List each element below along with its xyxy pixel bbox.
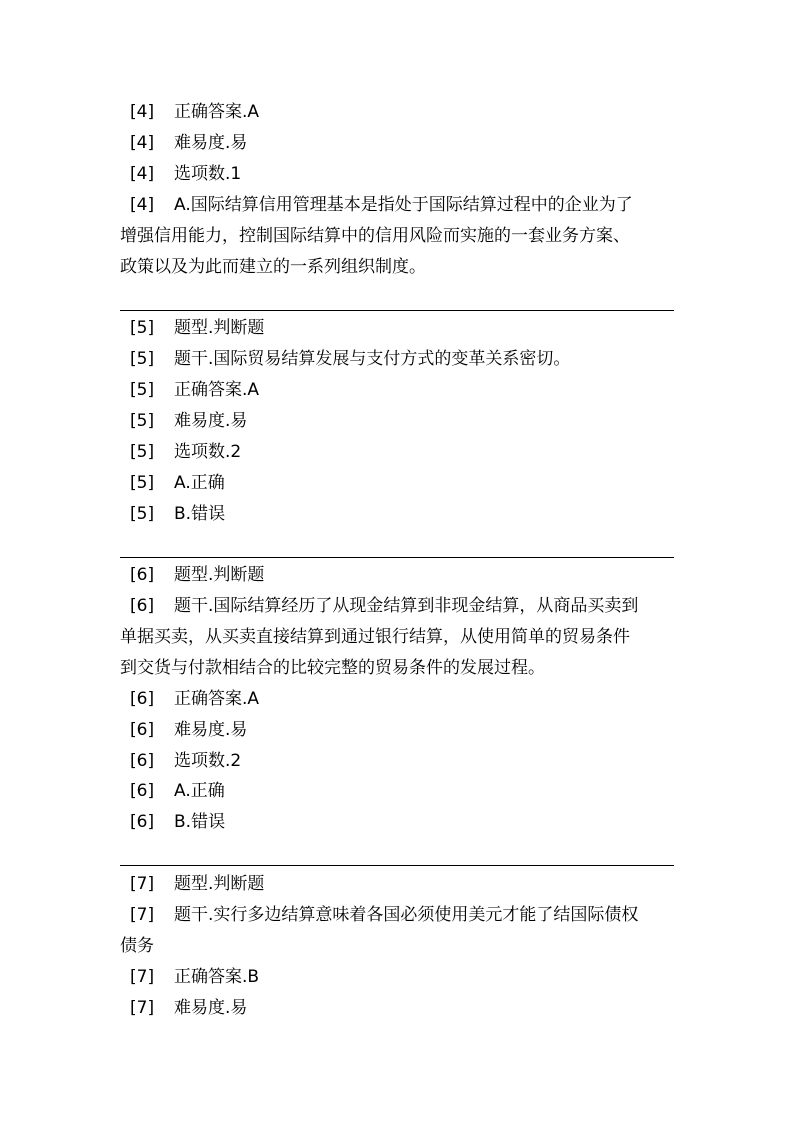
options-count-text: 选项数.2: [174, 751, 242, 771]
answer-line: [120, 966, 675, 988]
option-a-continuation: 增强信用能力，控制国际结算中的信用风险而实施的一套业务方案、: [120, 226, 630, 246]
answer-text: 正确答案.A: [174, 102, 260, 122]
type-line: [120, 873, 675, 895]
type-line: [120, 564, 675, 586]
option-b-line: [120, 811, 675, 833]
type-text: 题型.判断题: [174, 565, 265, 585]
question-number: [4]: [130, 164, 155, 184]
difficulty-text: 难易度.易: [174, 411, 248, 431]
stem-line: [120, 595, 675, 617]
question-number: [6]: [130, 720, 155, 740]
options-count-line: [120, 163, 675, 185]
question-number: [5]: [130, 318, 155, 338]
option-b-text: B.错误: [174, 504, 226, 524]
option-a-continuation: 政策以及为此而建立的一系列组织制度。: [120, 257, 426, 277]
stem-text: 题干.国际贸易结算发展与支付方式的变革关系密切。: [174, 349, 571, 369]
question-number: [5]: [130, 473, 155, 493]
question-number: [6]: [130, 751, 155, 771]
question-number: [7]: [130, 905, 155, 925]
option-a-text: A.正确: [174, 781, 225, 801]
question-number: [4]: [130, 102, 155, 122]
question-number: [5]: [130, 442, 155, 462]
question-number: [4]: [130, 133, 155, 153]
type-line: [120, 317, 675, 339]
type-text: 题型.判断题: [174, 874, 265, 894]
question-number: [6]: [130, 565, 155, 585]
type-text: 题型.判断题: [174, 318, 265, 338]
options-count-text: 选项数.1: [174, 164, 242, 184]
option-a-line: [120, 780, 675, 802]
difficulty-text: 难易度.易: [174, 998, 248, 1018]
options-count-line: [120, 750, 675, 772]
answer-text: 正确答案.A: [174, 380, 260, 400]
options-count-text: 选项数.2: [174, 442, 242, 462]
question-divider: [120, 865, 674, 866]
difficulty-text: 难易度.易: [174, 133, 248, 153]
option-a-text: A.正确: [174, 473, 225, 493]
difficulty-line: [120, 410, 675, 432]
difficulty-line: [120, 719, 675, 741]
stem-continuation: 债务: [120, 936, 154, 956]
stem-line: [120, 348, 675, 370]
question-number: [5]: [130, 411, 155, 431]
answer-line: [120, 101, 675, 123]
answer-line: [120, 379, 675, 401]
option-a-line: [120, 194, 675, 216]
question-number: [6]: [130, 689, 155, 709]
stem-continuation: 到交货与付款相结合的比较完整的贸易条件的发展过程。: [120, 658, 545, 678]
option-b-line: [120, 503, 675, 525]
question-divider: [120, 557, 674, 558]
stem-text: 题干.实行多边结算意味着各国必须使用美元才能了结国际债权: [174, 905, 639, 925]
difficulty-text: 难易度.易: [174, 720, 248, 740]
stem-continuation: 单据买卖，从买卖直接结算到通过银行结算，从使用简单的贸易条件: [120, 627, 630, 647]
answer-text: 正确答案.A: [174, 689, 260, 709]
question-number: [5]: [130, 380, 155, 400]
answer-text: 正确答案.B: [174, 967, 260, 987]
question-number: [6]: [130, 781, 155, 801]
question-number: [6]: [130, 596, 155, 616]
options-count-line: [120, 441, 675, 463]
question-number: [4]: [130, 195, 155, 215]
question-number: [5]: [130, 504, 155, 524]
stem-text: 题干.国际结算经历了从现金结算到非现金结算，从商品买卖到: [174, 596, 639, 616]
question-number: [6]: [130, 812, 155, 832]
question-number: [7]: [130, 998, 155, 1018]
difficulty-line: [120, 132, 675, 154]
question-number: [5]: [130, 349, 155, 369]
option-b-text: B.错误: [174, 812, 226, 832]
question-number: [7]: [130, 967, 155, 987]
answer-line: [120, 688, 675, 710]
question-divider: [120, 310, 674, 311]
option-a-line: [120, 472, 675, 494]
question-number: [7]: [130, 874, 155, 894]
difficulty-line: [120, 997, 675, 1019]
stem-line: [120, 904, 675, 926]
option-a-text: A.国际结算信用管理基本是指处于国际结算过程中的企业为了: [174, 195, 633, 215]
